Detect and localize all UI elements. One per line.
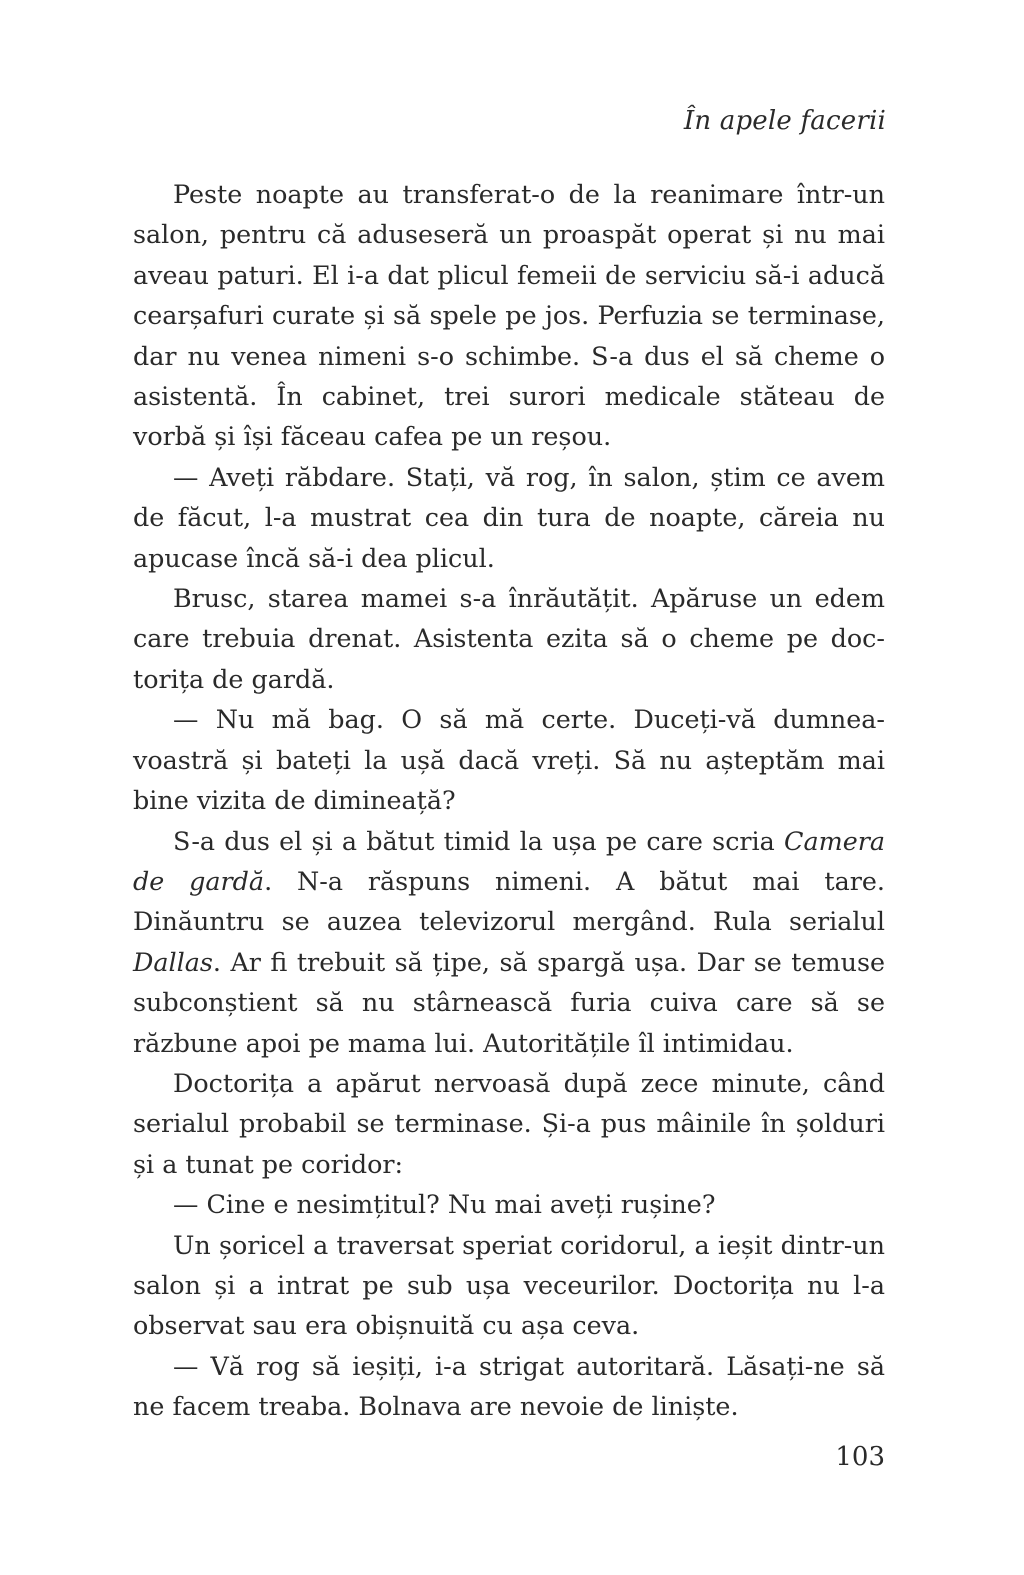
paragraph-4-dialogue: — Nu mă bag. O să mă certe. Duceți-vă dumneavoastră și bateți la ușă dacă vreți. Să nu așteptăm mai bine vizita de dimineață? [133, 704, 885, 816]
running-head-title: În apele facerii [683, 106, 886, 136]
italic-camera-de-garda: Camera de gardă [133, 825, 885, 896]
paragraph-3: Brusc, starea mamei s-a înrăutățit. Apăruse un edem care trebuia drenat. Asistenta ezita să o cheme pe doctorița de gardă. [133, 583, 885, 694]
paragraph-7-dialogue: — Cine e nesimțitul? Nu mai aveți rușine? [173, 1189, 716, 1220]
paragraph-8: Un șoricel a traversat speriat coridorul, a ieșit dintr-un salon și a intrat pe sub ușa veceurilor. Doctorița nu l-a observat sau era obișnuită cu așa ceva. [133, 1229, 885, 1341]
italic-dallas: Dallas [133, 946, 213, 977]
paragraph-6: Doctorița a apărut nervoasă după zece minute, când serialul probabil se terminase. Și-a pus mâinile în șolduri și a tunat pe coridor: [133, 1067, 885, 1179]
paragraph-1: Peste noapte au transferat-o de la reanimare într-un salon, pentru că aduseseră un proaspăt operat și nu mai aveau paturi. El i-a dat plicul femeii de serviciu să-i aducă cearșafuri curate și să spele pe jos. Perfuzia se terminase, dar nu venea nimeni s-o schimbe. S-a dus el să cheme o asistentă. În cabinet, trei surori medicale stăteau de vorbă și își făceau cafea pe un reșou. [133, 179, 885, 452]
paragraph-5-part-3: . Ar fi trebuit să țipe, să spargă ușa. Dar se temuse subconștient să nu stârnească furia cuiva care să se răzbune apoi pe mama lui. Autoritățile îl intimidau. [133, 946, 885, 1058]
body-text [133, 174, 885, 1427]
paragraph-5-part-1: S-a dus el și a bătut timid la ușa pe care scria [173, 825, 785, 856]
page-number: 103 [835, 1442, 885, 1472]
paragraph-9-dialogue: — Vă rog să ieșiți, i-a strigat autoritară. Lăsați-ne să ne facem treaba. Bolnava are nevoie de liniște. [133, 1350, 885, 1422]
paragraph-2-dialogue: — Aveți răbdare. Stați, vă rog, în salon, știm ce avem de făcut, l-a mustrat cea din tura de noapte, căreia nu apucase încă să-i dea plicul. [133, 461, 885, 573]
paragraph-5 [133, 821, 885, 1063]
paragraph-5-part-2: . N-a răspuns nimeni. A bătut mai tare. Dinăuntru se auzea televizorul mergând. Rula serialul [133, 865, 885, 937]
